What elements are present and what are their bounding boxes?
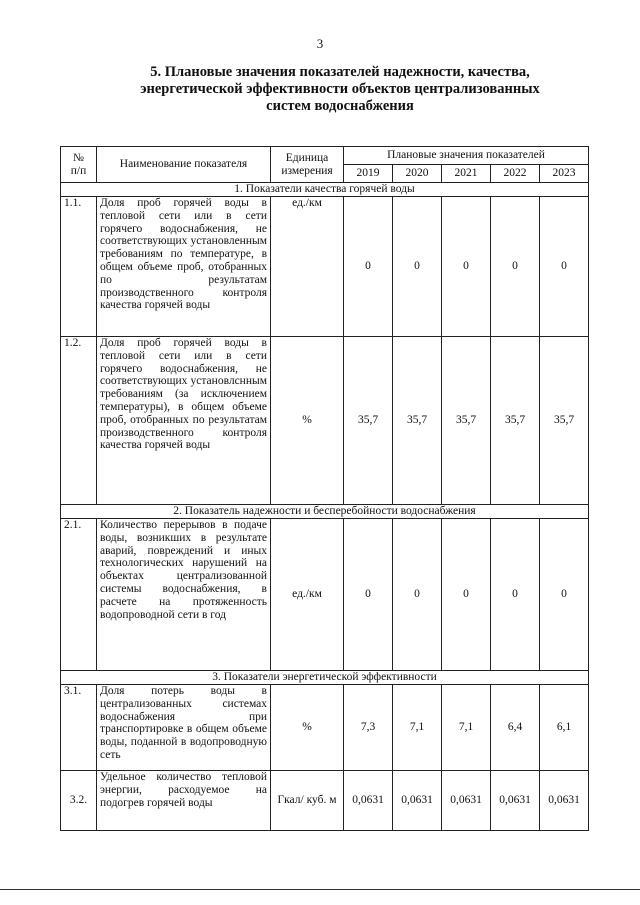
value-cell: 35,7 bbox=[393, 337, 442, 505]
indicators-table bbox=[60, 146, 589, 831]
header-year: 2022 bbox=[491, 165, 540, 183]
indicator-name: Доля проб горячей воды в тепловой сети или в сети горячего водоснабжения, не соответствующих установленным требованиям по температуре, в общем объеме проб, отобранных по результатам производственного контроля качества горячей воды bbox=[97, 197, 271, 337]
table-row bbox=[61, 519, 589, 671]
header-year: 2023 bbox=[540, 165, 589, 183]
value-cell: 0 bbox=[540, 197, 589, 337]
value-cell: 7,3 bbox=[344, 685, 393, 771]
section-header: 1. Показатели качества горячей воды bbox=[61, 183, 589, 197]
value-cell: 0 bbox=[344, 519, 393, 671]
value-cell: 0,0631 bbox=[442, 771, 491, 831]
value-cell: 0 bbox=[393, 519, 442, 671]
value-cell: 0,0631 bbox=[393, 771, 442, 831]
value-cell: 6,4 bbox=[491, 685, 540, 771]
indicator-name: Доля потерь воды в централизованных системах водоснабжения при транспортировке в общем объеме воды, поданной в водопроводную сеть bbox=[97, 685, 271, 771]
header-unit-line-2: измерения bbox=[281, 164, 333, 177]
value-cell: 0 bbox=[344, 197, 393, 337]
page-number: 3 bbox=[316, 36, 324, 51]
indicator-unit: % bbox=[271, 337, 344, 505]
indicator-name: Удельное количество тепловой энергии, расходуемое на подогрев горячей воды bbox=[97, 771, 271, 831]
value-cell: 35,7 bbox=[491, 337, 540, 505]
row-number: 3.1. bbox=[61, 685, 97, 771]
value-cell: 0 bbox=[540, 519, 589, 671]
header-num-line-1: № bbox=[73, 151, 84, 164]
value-cell: 35,7 bbox=[540, 337, 589, 505]
section-title bbox=[90, 64, 590, 115]
table-row bbox=[61, 685, 589, 771]
section-title-line-2: энергетической эффективности объектов централизованных bbox=[140, 81, 540, 97]
header-year: 2019 bbox=[344, 165, 393, 183]
table-row bbox=[61, 197, 589, 337]
value-cell: 0 bbox=[393, 197, 442, 337]
header-year: 2020 bbox=[393, 165, 442, 183]
section-header: 3. Показатели энергетической эффективности bbox=[61, 671, 589, 685]
value-cell: 0 bbox=[491, 519, 540, 671]
value-cell: 0 bbox=[491, 197, 540, 337]
value-cell: 35,7 bbox=[442, 337, 491, 505]
value-cell: 7,1 bbox=[393, 685, 442, 771]
value-cell: 0,0631 bbox=[491, 771, 540, 831]
header-name: Наименование показателя bbox=[97, 147, 271, 183]
section-title-line-1: 5. Плановые значения показателей надежности, качества, bbox=[150, 64, 530, 80]
indicator-unit: ед./км bbox=[271, 519, 344, 671]
indicator-name: Доля проб горячей воды в тепловой сети или в сети горячего водоснабжения, не соответствующих установлснным требованиям (за исключением температуры), в общем объеме проб, отобранных по результатам производственного контроля качества горячей воды bbox=[97, 337, 271, 505]
row-number: 1.1. bbox=[61, 197, 97, 337]
indicator-unit: ед./км bbox=[271, 197, 344, 337]
header-unit-line-1: Единица bbox=[285, 151, 329, 164]
indicator-unit: Гкал/ куб. м bbox=[271, 771, 344, 831]
value-cell: 0 bbox=[442, 519, 491, 671]
table-row bbox=[61, 771, 589, 831]
value-cell: 35,7 bbox=[344, 337, 393, 505]
section-header: 2. Показатель надежности и бесперебойности водоснабжения bbox=[61, 505, 589, 519]
value-cell: 0,0631 bbox=[344, 771, 393, 831]
value-cell: 0 bbox=[442, 197, 491, 337]
section-title-line-3: систем водоснабжения bbox=[266, 98, 414, 114]
indicator-unit: % bbox=[271, 685, 344, 771]
value-cell: 6,1 bbox=[540, 685, 589, 771]
scan-border-line bbox=[0, 889, 640, 890]
value-cell: 0,0631 bbox=[540, 771, 589, 831]
table-row bbox=[61, 337, 589, 505]
header-plan-values: Плановые значения показателей bbox=[344, 147, 589, 165]
value-cell: 7,1 bbox=[442, 685, 491, 771]
row-number: 3.2. bbox=[61, 771, 97, 831]
row-number: 1.2. bbox=[61, 337, 97, 505]
header-unit bbox=[271, 147, 344, 183]
row-number: 2.1. bbox=[61, 519, 97, 671]
header-num-line-2: п/п bbox=[70, 164, 87, 177]
indicator-name: Количество перерывов в подаче воды, возникших в результате аварий, повреждений и иных технологических нарушений на объектах централизованной системы водоснабжения, в расчете на протяженность водопроводной сети в год bbox=[97, 519, 271, 671]
header-num bbox=[61, 147, 97, 183]
header-year: 2021 bbox=[442, 165, 491, 183]
